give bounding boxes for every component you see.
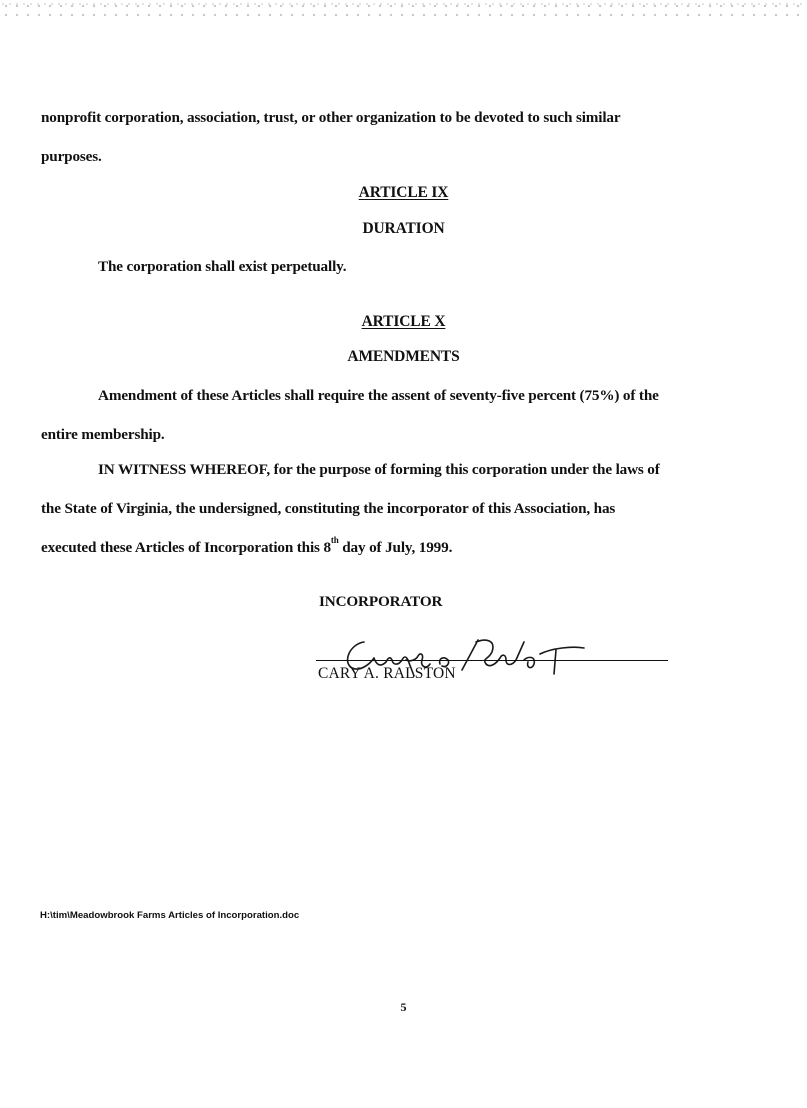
scan-noise	[0, 0, 807, 16]
page-number: 5	[400, 1000, 407, 1014]
article-x-line-1: Amendment of these Articles shall require the assent of seventy-five percent (75%) of the	[98, 387, 659, 404]
signatory-name: CARY A. RALSTON	[318, 665, 456, 682]
article-x-heading: ARTICLE X	[361, 313, 446, 330]
signature-line	[316, 660, 668, 661]
continuation-line-1: nonprofit corporation, association, trust, or other organization to be devoted to such similar	[41, 109, 621, 126]
witness-line-3-end: day of July, 1999.	[338, 539, 453, 556]
article-ix-text: The corporation shall exist perpetually.	[98, 258, 347, 275]
witness-line-2: the State of Virginia, the undersigned, constituting the incorporator of this Association, has	[41, 500, 616, 517]
article-ix-heading: ARTICLE IX	[358, 184, 449, 201]
witness-line-3	[41, 535, 453, 557]
ordinal-suffix: th	[330, 535, 339, 545]
incorporator-title: INCORPORATOR	[319, 593, 443, 610]
footer-file-path: H:\tim\Meadowbrook Farms Articles of Incorporation.doc	[40, 910, 300, 921]
witness-line-1: IN WITNESS WHEREOF, for the purpose of forming this corporation under the laws of	[98, 461, 660, 478]
witness-line-3-start: executed these Articles of Incorporation this 8	[41, 539, 331, 556]
article-ix-subheading: DURATION	[362, 220, 445, 237]
continuation-line-2: purposes.	[41, 148, 102, 165]
article-x-line-2: entire membership.	[41, 426, 165, 443]
article-x-subheading: AMENDMENTS	[347, 348, 460, 365]
